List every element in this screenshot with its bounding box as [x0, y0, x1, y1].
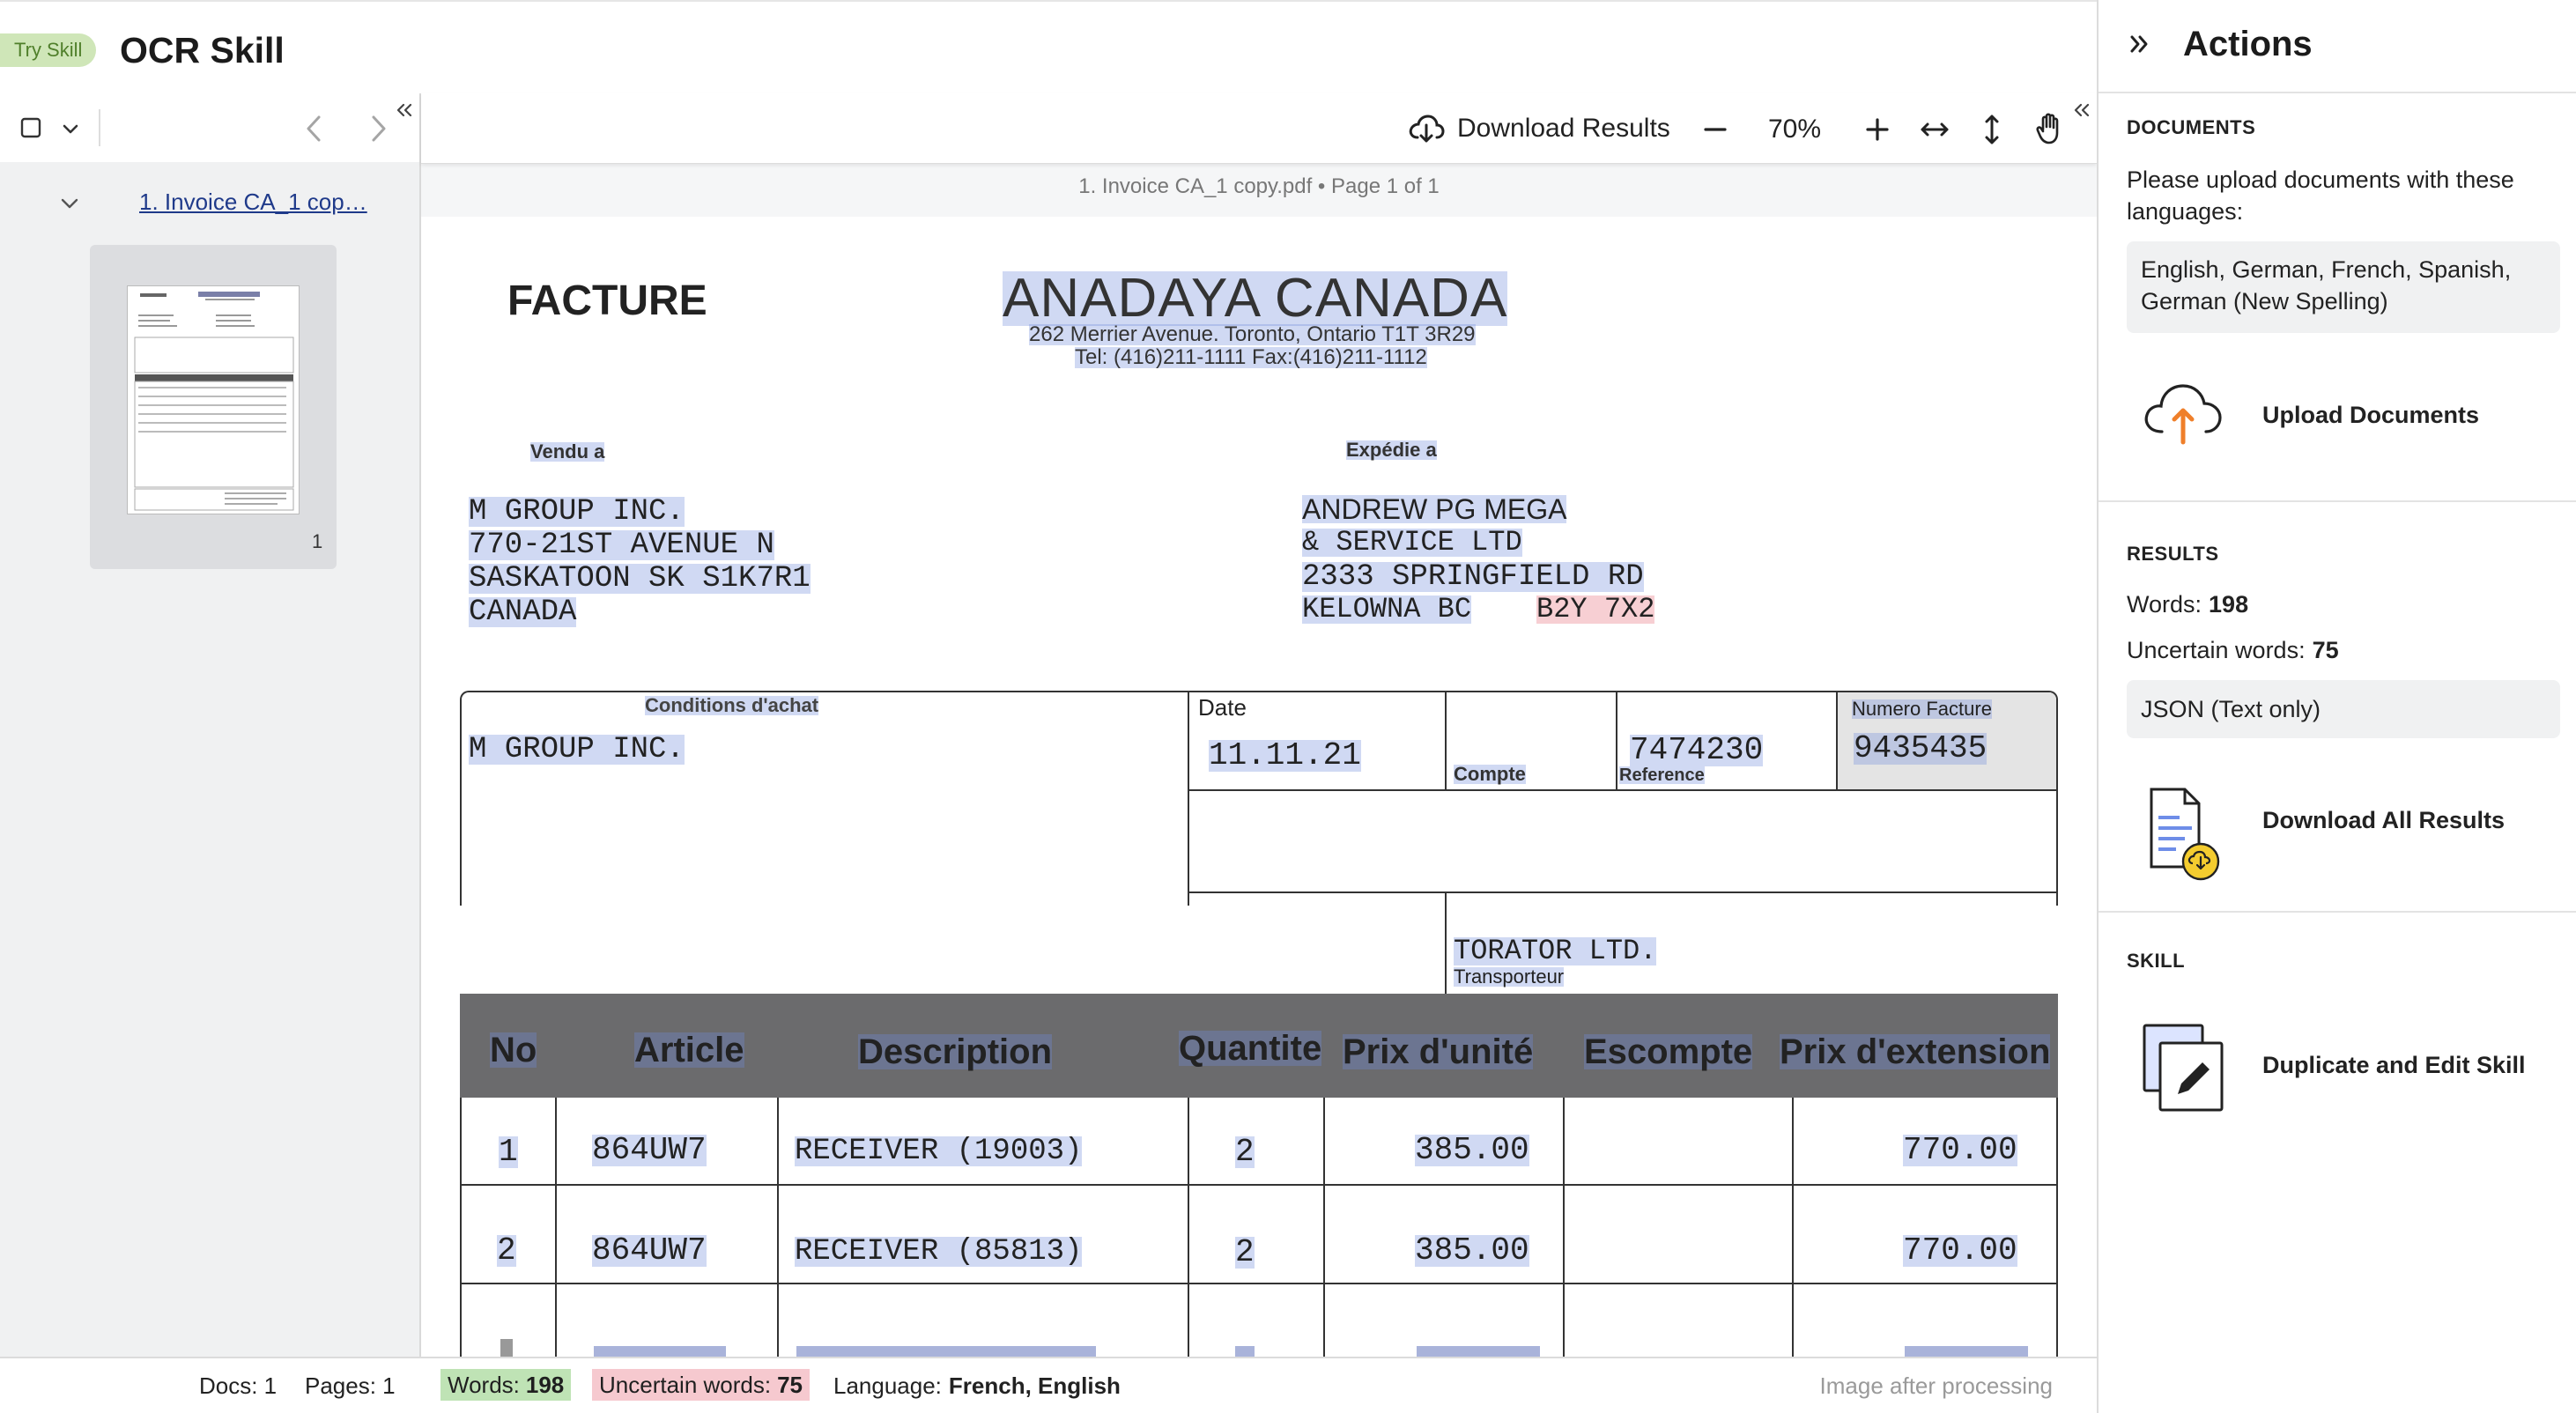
table-rule — [555, 1098, 557, 1357]
ship-to-postal-code: B2Y 7X2 — [1536, 593, 1655, 625]
download-all-results-label: Download All Results — [2262, 807, 2506, 833]
language-label: Language: — [833, 1372, 942, 1399]
column-header-unit-price: Prix d'unité — [1343, 1032, 1534, 1071]
table-rule — [777, 1098, 779, 1357]
conditions-label: Conditions d'achat — [645, 694, 819, 716]
actions-panel — [2097, 0, 2576, 1413]
try-skill-badge[interactable]: Try Skill — [0, 33, 96, 67]
zoom-in-button[interactable] — [1862, 115, 1892, 144]
column-header-quantity: Quantite — [1179, 1029, 1322, 1068]
expand-document-chevron-icon[interactable] — [56, 190, 83, 217]
row-unit-price: 385.00 — [1415, 1232, 1529, 1269]
sold-to-line: CANADA — [469, 596, 577, 629]
document-download-icon — [2146, 786, 2220, 883]
row-number: 2 — [497, 1232, 516, 1269]
reference-label: Reference — [1619, 766, 1705, 785]
image-processing-note: Image after processing — [1819, 1372, 2053, 1399]
language-info — [833, 1372, 1121, 1400]
skill-section-title: SKILL — [2127, 950, 2186, 972]
download-results-button[interactable] — [1408, 111, 1670, 146]
panel-divider — [2099, 500, 2576, 502]
company-name: ANADAYA CANADA — [1003, 268, 1508, 329]
actions-title: Actions — [2183, 25, 2313, 63]
fit-width-icon[interactable] — [1919, 115, 1951, 144]
download-all-results-button[interactable] — [2127, 775, 2560, 886]
row-extension-partial — [1905, 1346, 2028, 1357]
panel-divider — [2099, 911, 2576, 913]
table-rule — [460, 1184, 2058, 1186]
row-quantity: 2 — [1235, 1134, 1255, 1170]
sold-to-line: SASKATOON SK S1K7R1 — [469, 562, 811, 596]
row-extension: 770.00 — [1903, 1132, 2017, 1168]
upload-documents-label: Upload Documents — [2262, 402, 2480, 428]
collapse-sidebar-icon[interactable] — [393, 99, 416, 122]
row-description: RECEIVER (19003) — [795, 1135, 1083, 1168]
column-header-extension: Prix d'extension — [1780, 1032, 2051, 1071]
ship-to-label: Expédie a — [1346, 439, 1437, 461]
duplicate-edit-icon — [2139, 1022, 2227, 1113]
results-uncertain-words — [2127, 634, 2339, 666]
results-section-title: RESULTS — [2127, 543, 2219, 565]
docs-count: Docs: 1 — [199, 1372, 278, 1399]
panel-divider — [2099, 92, 2576, 93]
results-uncertain-label: Uncertain words: — [2127, 637, 2306, 663]
table-rule — [1616, 691, 1617, 789]
row-description: RECEIVER (85813) — [795, 1235, 1083, 1269]
row-article-partial — [594, 1346, 726, 1357]
processed-document-image — [421, 217, 2097, 1357]
facture-heading: FACTURE — [507, 277, 707, 324]
document-viewer — [421, 93, 2097, 1357]
row-article: 864UW7 — [592, 1132, 707, 1168]
carrier-label: Transporteur — [1454, 965, 1565, 988]
words-value: 198 — [525, 1371, 565, 1398]
uncertain-words-value: 75 — [777, 1371, 803, 1398]
status-bar — [0, 1357, 2097, 1413]
row-extension: 770.00 — [1903, 1232, 2017, 1269]
sold-to-line: 770-21ST AVENUE N — [469, 529, 774, 562]
supported-languages-box: English, German, French, Spanish, German (New Spelling) — [2127, 241, 2560, 333]
sidebar-toolbar — [0, 93, 419, 162]
words-label: Words: — [448, 1371, 520, 1398]
row-quantity-partial — [1235, 1346, 1255, 1357]
duplicate-edit-skill-button[interactable] — [2127, 1013, 2560, 1124]
conditions-value: M GROUP INC. — [469, 733, 685, 766]
row-unit-partial — [1417, 1346, 1540, 1357]
language-value: French, English — [948, 1372, 1121, 1399]
sold-to-line: M GROUP INC. — [469, 495, 685, 529]
row-article: 864UW7 — [592, 1232, 707, 1269]
reference-value: 7474230 — [1630, 732, 1764, 768]
column-header-description: Description — [858, 1032, 1053, 1071]
table-rule — [1188, 1098, 1189, 1357]
table-rule — [460, 1283, 2058, 1284]
table-rule — [1445, 691, 1447, 789]
results-words — [2127, 588, 2248, 620]
table-rule — [1188, 789, 2058, 791]
page-caption: 1. Invoice CA_1 copy.pdf • Page 1 of 1 — [1078, 174, 1440, 198]
page-thumbnail — [127, 285, 300, 514]
row-quantity: 2 — [1235, 1234, 1255, 1270]
page-thumbnail-card[interactable] — [90, 245, 337, 569]
fit-height-icon[interactable] — [1977, 113, 2007, 146]
cloud-download-icon — [1408, 114, 1445, 144]
account-label: Compte — [1454, 763, 1526, 785]
hand-pan-icon[interactable] — [2033, 111, 2067, 146]
upload-documents-button[interactable] — [2127, 370, 2560, 467]
table-rule — [1323, 1098, 1325, 1357]
words-badge — [440, 1369, 571, 1401]
app-header — [0, 0, 2097, 93]
invoice-number-label: Numero Facture — [1852, 698, 1992, 720]
table-rule — [1188, 691, 1189, 906]
document-item-link[interactable]: 1. Invoice CA_1 cop… — [139, 189, 367, 215]
date-value: 11.11.21 — [1209, 737, 1361, 773]
column-header-no: No — [490, 1031, 537, 1069]
row-unit-price: 385.00 — [1415, 1132, 1529, 1168]
results-words-value: 198 — [2209, 591, 2249, 618]
select-all-checkbox[interactable] — [19, 116, 42, 139]
sold-to-label: Vendu a — [530, 440, 605, 462]
toolbar-divider — [99, 109, 100, 146]
carrier-value: TORATOR LTD. — [1454, 935, 1657, 967]
table-rule — [1792, 1098, 1794, 1357]
ship-to-line: KELOWNA BC — [1302, 593, 1472, 625]
company-address: 262 Merrier Avenue. Toronto, Ontario T1T 3R29 — [1029, 322, 1476, 346]
viewer-toolbar — [421, 93, 2097, 164]
ship-to-line: & SERVICE LTD — [1302, 526, 1522, 559]
upload-languages-note: Please upload documents with these languages: — [2127, 166, 2514, 225]
row-number: 1 — [499, 1134, 518, 1170]
results-uncertain-value: 75 — [2312, 637, 2339, 663]
row-number-partial — [500, 1339, 513, 1357]
documents-section-title: DOCUMENTS — [2127, 116, 2256, 138]
ship-to-line: ANDREW PG MEGA — [1302, 493, 1567, 525]
pages-count: Pages: 1 — [305, 1372, 396, 1399]
result-format-select[interactable]: JSON (Text only) — [2127, 680, 2560, 738]
zoom-level[interactable]: 70% — [1767, 115, 1822, 144]
table-rule — [1188, 891, 2058, 893]
uncertain-words-label: Uncertain words: — [599, 1371, 772, 1398]
zoom-out-button[interactable] — [1700, 115, 1730, 144]
uncertain-words-badge — [592, 1369, 810, 1401]
column-header-discount: Escompte — [1584, 1032, 1753, 1071]
download-results-label: Download Results — [1457, 114, 1670, 143]
collapse-actions-icon[interactable] — [2125, 30, 2153, 58]
thumbnail-page-number: 1 — [312, 530, 323, 552]
company-phone: Tel: (416)211-1111 Fax:(416)211-1112 — [1075, 345, 1427, 369]
invoice-info-box — [460, 691, 2058, 906]
table-rule — [1445, 891, 1447, 994]
cloud-upload-icon — [2139, 375, 2227, 446]
invoice-number-value: 9435435 — [1854, 730, 1988, 766]
results-words-label: Words: — [2127, 591, 2202, 618]
chevron-down-icon[interactable] — [58, 116, 83, 141]
documents-sidebar — [0, 93, 421, 1357]
next-document-button[interactable] — [363, 111, 393, 146]
row-description-partial — [796, 1346, 1096, 1357]
collapse-viewer-icon[interactable] — [2070, 99, 2093, 122]
date-label: Date — [1198, 694, 1247, 721]
duplicate-edit-skill-label: Duplicate and Edit Skill — [2262, 1052, 2526, 1078]
table-rule — [1563, 1098, 1565, 1357]
previous-document-button[interactable] — [300, 111, 329, 146]
column-header-article: Article — [634, 1031, 744, 1069]
ship-to-line: 2333 SPRINGFIELD RD — [1302, 560, 1644, 594]
page-title: OCR Skill — [120, 30, 285, 70]
